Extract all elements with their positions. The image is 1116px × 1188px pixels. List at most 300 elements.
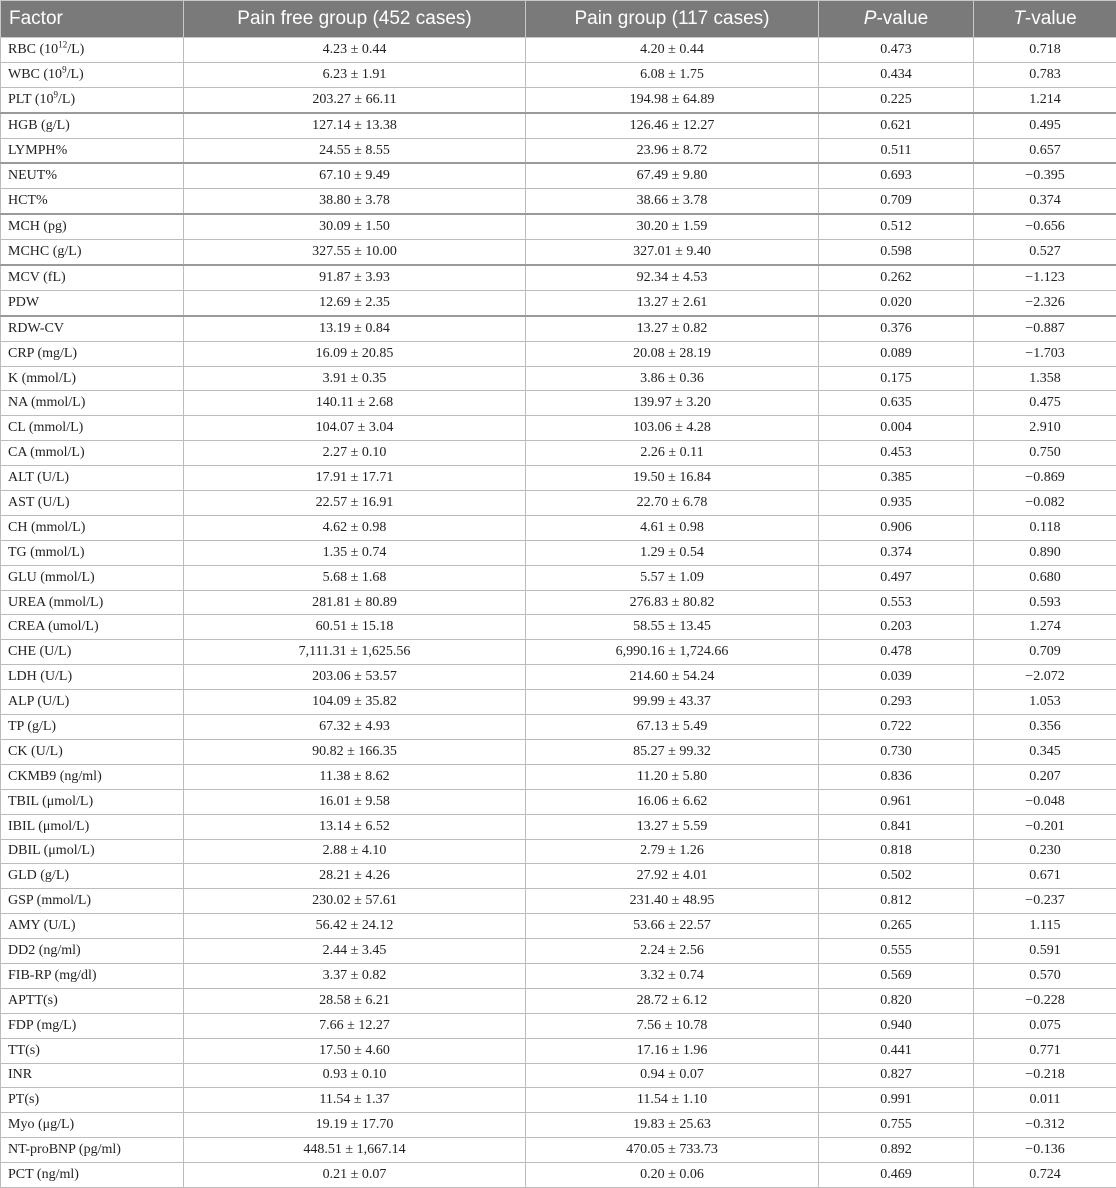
pain-value-cell: 28.72 ± 6.12	[526, 988, 819, 1013]
p-value-cell: 0.827	[819, 1063, 974, 1088]
table-row	[1, 640, 1116, 665]
factor-cell	[1, 391, 184, 416]
t-value-cell: 0.657	[974, 138, 1116, 163]
p-value-cell: 0.569	[819, 963, 974, 988]
pain-value-cell: 85.27 ± 99.32	[526, 739, 819, 764]
t-value-cell: 0.345	[974, 739, 1116, 764]
factor-cell	[1, 515, 184, 540]
factor-name: PDW	[8, 295, 39, 310]
factor-cell	[1, 565, 184, 590]
table-row	[1, 665, 1116, 690]
factor-cell	[1, 1113, 184, 1138]
pain-free-value-cell: 17.50 ± 4.60	[184, 1038, 526, 1063]
table-row	[1, 441, 1116, 466]
p-value-cell: 0.892	[819, 1138, 974, 1163]
pain-value-cell: 7.56 ± 10.78	[526, 1013, 819, 1038]
pain-value-cell: 6.08 ± 1.75	[526, 62, 819, 87]
pain-free-value-cell: 2.27 ± 0.10	[184, 441, 526, 466]
pain-free-value-cell: 19.19 ± 17.70	[184, 1113, 526, 1138]
p-value-cell: 0.441	[819, 1038, 974, 1063]
pain-free-value-cell: 11.54 ± 1.37	[184, 1088, 526, 1113]
table-row	[1, 189, 1116, 214]
pain-free-value-cell: 7.66 ± 12.27	[184, 1013, 526, 1038]
factor-cell	[1, 113, 184, 138]
factor-cell	[1, 690, 184, 715]
t-value-cell: −0.136	[974, 1138, 1116, 1163]
factor-cell	[1, 540, 184, 565]
pain-free-value-cell: 22.57 ± 16.91	[184, 491, 526, 516]
t-value-cell: 0.011	[974, 1088, 1116, 1113]
t-value-cell: 0.671	[974, 864, 1116, 889]
factor-cell	[1, 988, 184, 1013]
factor-unit-suffix: /L)	[58, 92, 75, 107]
p-value-cell: 0.262	[819, 265, 974, 290]
pain-free-value-cell: 28.21 ± 4.26	[184, 864, 526, 889]
pain-free-value-cell: 2.44 ± 3.45	[184, 939, 526, 964]
factor-name: TG (mmol/L)	[8, 545, 85, 560]
pain-value-cell: 4.20 ± 0.44	[526, 38, 819, 63]
p-value-cell: 0.039	[819, 665, 974, 690]
pain-free-value-cell: 30.09 ± 1.50	[184, 214, 526, 239]
factor-name: IBIL (μmol/L)	[8, 819, 89, 834]
factor-cell	[1, 1138, 184, 1163]
table-row	[1, 839, 1116, 864]
factor-name: WBC (10	[8, 67, 62, 82]
table-row	[1, 491, 1116, 516]
factor-cell	[1, 290, 184, 315]
pain-free-value-cell: 28.58 ± 6.21	[184, 988, 526, 1013]
factor-name: TBIL (μmol/L)	[8, 794, 93, 809]
pain-value-cell: 276.83 ± 80.82	[526, 590, 819, 615]
pain-value-cell: 3.32 ± 0.74	[526, 963, 819, 988]
pain-free-value-cell: 13.19 ± 0.84	[184, 316, 526, 341]
t-value-cell: 1.115	[974, 914, 1116, 939]
pain-free-value-cell: 140.11 ± 2.68	[184, 391, 526, 416]
pain-free-value-cell: 0.93 ± 0.10	[184, 1063, 526, 1088]
t-value-cell: −0.048	[974, 789, 1116, 814]
factor-cell	[1, 163, 184, 188]
pain-free-value-cell: 13.14 ± 6.52	[184, 814, 526, 839]
pain-free-value-cell: 90.82 ± 166.35	[184, 739, 526, 764]
table-row	[1, 163, 1116, 188]
pain-value-cell: 99.99 ± 43.37	[526, 690, 819, 715]
t-value-cell: 1.053	[974, 690, 1116, 715]
pain-value-cell: 5.57 ± 1.09	[526, 565, 819, 590]
t-value-cell: 0.118	[974, 515, 1116, 540]
table-row	[1, 113, 1116, 138]
factor-name: CHE (U/L)	[8, 644, 71, 659]
t-value-cell: −1.703	[974, 341, 1116, 366]
table-row	[1, 38, 1116, 63]
factor-cell	[1, 839, 184, 864]
pain-value-cell: 67.13 ± 5.49	[526, 715, 819, 740]
t-value-cell: −0.237	[974, 889, 1116, 914]
p-value-cell: 0.935	[819, 491, 974, 516]
factor-name: PT(s)	[8, 1092, 39, 1107]
table-row	[1, 889, 1116, 914]
factor-cell	[1, 1063, 184, 1088]
factor-name: GLU (mmol/L)	[8, 570, 95, 585]
t-value-cell: 2.910	[974, 416, 1116, 441]
pain-free-value-cell: 127.14 ± 13.38	[184, 113, 526, 138]
pain-free-value-cell: 7,111.31 ± 1,625.56	[184, 640, 526, 665]
pain-free-value-cell: 38.80 ± 3.78	[184, 189, 526, 214]
header-p-letter: P	[864, 8, 877, 29]
pain-value-cell: 139.97 ± 3.20	[526, 391, 819, 416]
t-value-cell: −0.201	[974, 814, 1116, 839]
factor-cell	[1, 1088, 184, 1113]
factor-cell	[1, 441, 184, 466]
factor-name: NA (mmol/L)	[8, 395, 85, 410]
factor-cell	[1, 265, 184, 290]
factor-name: RBC (10	[8, 42, 58, 57]
t-value-cell: 0.680	[974, 565, 1116, 590]
header-p-rest: -value	[876, 8, 928, 29]
t-value-cell: 0.527	[974, 240, 1116, 265]
t-value-cell: 0.230	[974, 839, 1116, 864]
factor-name: HGB (g/L)	[8, 118, 70, 133]
factor-name: FIB-RP (mg/dl)	[8, 968, 97, 983]
t-value-cell: −2.072	[974, 665, 1116, 690]
header-pain-free-group: Pain free group (452 cases)	[184, 1, 526, 38]
table-row	[1, 1163, 1116, 1188]
factor-name: CK (U/L)	[8, 744, 63, 759]
pain-value-cell: 103.06 ± 4.28	[526, 416, 819, 441]
factor-name: CH (mmol/L)	[8, 520, 85, 535]
factor-cell	[1, 963, 184, 988]
pain-value-cell: 214.60 ± 54.24	[526, 665, 819, 690]
factor-name: LDH (U/L)	[8, 669, 72, 684]
p-value-cell: 0.512	[819, 214, 974, 239]
factor-name: CL (mmol/L)	[8, 420, 83, 435]
factor-name: GSP (mmol/L)	[8, 893, 91, 908]
factor-name: MCHC (g/L)	[8, 244, 82, 259]
factor-cell	[1, 715, 184, 740]
table-row	[1, 366, 1116, 391]
factor-cell	[1, 1038, 184, 1063]
t-value-cell: 0.724	[974, 1163, 1116, 1188]
factor-name: FDP (mg/L)	[8, 1018, 76, 1033]
pain-free-value-cell: 281.81 ± 80.89	[184, 590, 526, 615]
t-value-cell: 0.593	[974, 590, 1116, 615]
t-value-cell: 0.075	[974, 1013, 1116, 1038]
p-value-cell: 0.434	[819, 62, 974, 87]
p-value-cell: 0.820	[819, 988, 974, 1013]
factor-name: CRP (mg/L)	[8, 346, 77, 361]
factor-cell	[1, 864, 184, 889]
factor-name: DBIL (μmol/L)	[8, 843, 95, 858]
pain-value-cell: 23.96 ± 8.72	[526, 138, 819, 163]
factor-name: APTT(s)	[8, 993, 58, 1008]
factor-cell	[1, 615, 184, 640]
pain-value-cell: 231.40 ± 48.95	[526, 889, 819, 914]
t-value-cell: −1.123	[974, 265, 1116, 290]
table-row	[1, 690, 1116, 715]
factor-cell	[1, 38, 184, 63]
factor-cell	[1, 814, 184, 839]
table-row	[1, 914, 1116, 939]
pain-value-cell: 126.46 ± 12.27	[526, 113, 819, 138]
factor-cell	[1, 138, 184, 163]
pain-value-cell: 19.83 ± 25.63	[526, 1113, 819, 1138]
t-value-cell: 0.771	[974, 1038, 1116, 1063]
pain-value-cell: 0.94 ± 0.07	[526, 1063, 819, 1088]
table-row	[1, 265, 1116, 290]
table-row	[1, 341, 1116, 366]
t-value-cell: 0.750	[974, 441, 1116, 466]
p-value-cell: 0.385	[819, 466, 974, 491]
t-value-cell: 0.709	[974, 640, 1116, 665]
t-value-cell: −0.312	[974, 1113, 1116, 1138]
t-value-cell: 0.718	[974, 38, 1116, 63]
p-value-cell: 0.598	[819, 240, 974, 265]
table-row	[1, 715, 1116, 740]
p-value-cell: 0.511	[819, 138, 974, 163]
pain-free-value-cell: 104.09 ± 35.82	[184, 690, 526, 715]
p-value-cell: 0.469	[819, 1163, 974, 1188]
p-value-cell: 0.553	[819, 590, 974, 615]
pain-value-cell: 3.86 ± 0.36	[526, 366, 819, 391]
p-value-cell: 0.836	[819, 764, 974, 789]
p-value-cell: 0.709	[819, 189, 974, 214]
table-row	[1, 565, 1116, 590]
p-value-cell: 0.175	[819, 366, 974, 391]
pain-free-value-cell: 24.55 ± 8.55	[184, 138, 526, 163]
factor-cell	[1, 366, 184, 391]
pain-free-value-cell: 6.23 ± 1.91	[184, 62, 526, 87]
factor-cell	[1, 214, 184, 239]
pain-value-cell: 4.61 ± 0.98	[526, 515, 819, 540]
table-row	[1, 138, 1116, 163]
t-value-cell: 0.570	[974, 963, 1116, 988]
table-row	[1, 515, 1116, 540]
p-value-cell: 0.906	[819, 515, 974, 540]
factor-name: Myo (μg/L)	[8, 1117, 74, 1132]
table-row	[1, 1013, 1116, 1038]
factor-name: INR	[8, 1067, 32, 1082]
pain-free-value-cell: 230.02 ± 57.61	[184, 889, 526, 914]
pain-value-cell: 53.66 ± 22.57	[526, 914, 819, 939]
factor-name: ALP (U/L)	[8, 694, 69, 709]
pain-free-value-cell: 448.51 ± 1,667.14	[184, 1138, 526, 1163]
t-value-cell: 0.783	[974, 62, 1116, 87]
pain-free-value-cell: 17.91 ± 17.71	[184, 466, 526, 491]
pain-free-value-cell: 67.32 ± 4.93	[184, 715, 526, 740]
factor-name: PLT (10	[8, 92, 54, 107]
p-value-cell: 0.693	[819, 163, 974, 188]
p-value-cell: 0.203	[819, 615, 974, 640]
pain-value-cell: 19.50 ± 16.84	[526, 466, 819, 491]
header-t-rest: -value	[1025, 8, 1077, 29]
pain-value-cell: 11.54 ± 1.10	[526, 1088, 819, 1113]
header-pain-group: Pain group (117 cases)	[526, 1, 819, 38]
table-row	[1, 739, 1116, 764]
factor-name: MCV (fL)	[8, 270, 66, 285]
pain-value-cell: 2.26 ± 0.11	[526, 441, 819, 466]
header-t-value	[974, 1, 1116, 38]
pain-value-cell: 58.55 ± 13.45	[526, 615, 819, 640]
p-value-cell: 0.453	[819, 441, 974, 466]
factor-name: PCT (ng/ml)	[8, 1167, 79, 1182]
factor-name: UREA (mmol/L)	[8, 595, 103, 610]
header-p-value	[819, 1, 974, 38]
pain-free-value-cell: 3.37 ± 0.82	[184, 963, 526, 988]
factor-unit-suffix: /L)	[67, 67, 84, 82]
p-value-cell: 0.225	[819, 87, 974, 112]
p-value-cell: 0.473	[819, 38, 974, 63]
table-row	[1, 316, 1116, 341]
t-value-cell: −0.869	[974, 466, 1116, 491]
t-value-cell: −0.218	[974, 1063, 1116, 1088]
p-value-cell: 0.555	[819, 939, 974, 964]
pain-free-value-cell: 5.68 ± 1.68	[184, 565, 526, 590]
factor-cell	[1, 62, 184, 87]
pain-value-cell: 13.27 ± 5.59	[526, 814, 819, 839]
p-value-cell: 0.730	[819, 739, 974, 764]
pain-value-cell: 13.27 ± 0.82	[526, 316, 819, 341]
p-value-cell: 0.621	[819, 113, 974, 138]
factor-name: NEUT%	[8, 168, 57, 183]
factor-name: DD2 (ng/ml)	[8, 943, 81, 958]
table-row	[1, 864, 1116, 889]
t-value-cell: 0.207	[974, 764, 1116, 789]
t-value-cell: 0.475	[974, 391, 1116, 416]
factor-cell	[1, 466, 184, 491]
p-value-cell: 0.089	[819, 341, 974, 366]
pain-value-cell: 92.34 ± 4.53	[526, 265, 819, 290]
header-factor: Factor	[1, 1, 184, 38]
pain-value-cell: 67.49 ± 9.80	[526, 163, 819, 188]
table-row	[1, 814, 1116, 839]
table-row	[1, 87, 1116, 112]
p-value-cell: 0.265	[819, 914, 974, 939]
factor-name: AST (U/L)	[8, 495, 70, 510]
pain-free-value-cell: 60.51 ± 15.18	[184, 615, 526, 640]
pain-free-value-cell: 203.06 ± 53.57	[184, 665, 526, 690]
table-row	[1, 1113, 1116, 1138]
t-value-cell: 0.495	[974, 113, 1116, 138]
pain-free-value-cell: 4.62 ± 0.98	[184, 515, 526, 540]
table-row	[1, 416, 1116, 441]
pain-value-cell: 0.20 ± 0.06	[526, 1163, 819, 1188]
pain-free-value-cell: 67.10 ± 9.49	[184, 163, 526, 188]
pain-free-value-cell: 203.27 ± 66.11	[184, 87, 526, 112]
pain-free-value-cell: 4.23 ± 0.44	[184, 38, 526, 63]
pain-free-value-cell: 11.38 ± 8.62	[184, 764, 526, 789]
p-value-cell: 0.497	[819, 565, 974, 590]
factor-superscript: 9	[54, 89, 59, 99]
t-value-cell: 1.274	[974, 615, 1116, 640]
table-row	[1, 290, 1116, 315]
table-row	[1, 764, 1116, 789]
factor-superscript: 12	[58, 39, 67, 49]
factor-cell	[1, 416, 184, 441]
pain-value-cell: 22.70 ± 6.78	[526, 491, 819, 516]
t-value-cell: 0.890	[974, 540, 1116, 565]
table-row	[1, 214, 1116, 239]
table-row	[1, 540, 1116, 565]
factor-cell	[1, 889, 184, 914]
factor-cell	[1, 341, 184, 366]
factor-cell	[1, 240, 184, 265]
table-row	[1, 963, 1116, 988]
factor-name: CKMB9 (ng/ml)	[8, 769, 102, 784]
p-value-cell: 0.478	[819, 640, 974, 665]
factor-name: CA (mmol/L)	[8, 445, 85, 460]
pain-value-cell: 13.27 ± 2.61	[526, 290, 819, 315]
pain-free-value-cell: 3.91 ± 0.35	[184, 366, 526, 391]
p-value-cell: 0.818	[819, 839, 974, 864]
header-t-letter: T	[1013, 8, 1025, 29]
table-row	[1, 615, 1116, 640]
table-row	[1, 466, 1116, 491]
factor-cell	[1, 189, 184, 214]
pain-free-value-cell: 0.21 ± 0.07	[184, 1163, 526, 1188]
factor-cell	[1, 764, 184, 789]
t-value-cell: 1.214	[974, 87, 1116, 112]
factor-name: MCH (pg)	[8, 219, 67, 234]
factor-name: TT(s)	[8, 1043, 40, 1058]
pain-value-cell: 20.08 ± 28.19	[526, 341, 819, 366]
factor-name: ALT (U/L)	[8, 470, 69, 485]
p-value-cell: 0.502	[819, 864, 974, 889]
p-value-cell: 0.374	[819, 540, 974, 565]
table-row	[1, 240, 1116, 265]
p-value-cell: 0.722	[819, 715, 974, 740]
pain-value-cell: 470.05 ± 733.73	[526, 1138, 819, 1163]
t-value-cell: −0.887	[974, 316, 1116, 341]
pain-free-value-cell: 104.07 ± 3.04	[184, 416, 526, 441]
table-row	[1, 939, 1116, 964]
factor-cell	[1, 665, 184, 690]
t-value-cell: −0.395	[974, 163, 1116, 188]
factor-cell	[1, 789, 184, 814]
factor-name: TP (g/L)	[8, 719, 56, 734]
pain-value-cell: 1.29 ± 0.54	[526, 540, 819, 565]
pain-value-cell: 2.79 ± 1.26	[526, 839, 819, 864]
t-value-cell: 1.358	[974, 366, 1116, 391]
p-value-cell: 0.991	[819, 1088, 974, 1113]
pain-value-cell: 17.16 ± 1.96	[526, 1038, 819, 1063]
factor-name: RDW-CV	[8, 321, 64, 336]
pain-free-value-cell: 91.87 ± 3.93	[184, 265, 526, 290]
t-value-cell: −0.082	[974, 491, 1116, 516]
p-value-cell: 0.961	[819, 789, 974, 814]
p-value-cell: 0.940	[819, 1013, 974, 1038]
pain-value-cell: 327.01 ± 9.40	[526, 240, 819, 265]
t-value-cell: −2.326	[974, 290, 1116, 315]
factor-cell	[1, 491, 184, 516]
factor-name: AMY (U/L)	[8, 918, 76, 933]
p-value-cell: 0.004	[819, 416, 974, 441]
table-row	[1, 590, 1116, 615]
p-value-cell: 0.635	[819, 391, 974, 416]
table-row	[1, 1138, 1116, 1163]
factor-name: HCT%	[8, 193, 48, 208]
table-row	[1, 1038, 1116, 1063]
t-value-cell: −0.656	[974, 214, 1116, 239]
table-row	[1, 1063, 1116, 1088]
factor-cell	[1, 1163, 184, 1188]
factor-cell	[1, 590, 184, 615]
factor-cell	[1, 640, 184, 665]
header-row	[1, 1, 1116, 38]
p-value-cell: 0.293	[819, 690, 974, 715]
pain-value-cell: 194.98 ± 64.89	[526, 87, 819, 112]
table-row	[1, 988, 1116, 1013]
pain-value-cell: 6,990.16 ± 1,724.66	[526, 640, 819, 665]
pain-value-cell: 30.20 ± 1.59	[526, 214, 819, 239]
